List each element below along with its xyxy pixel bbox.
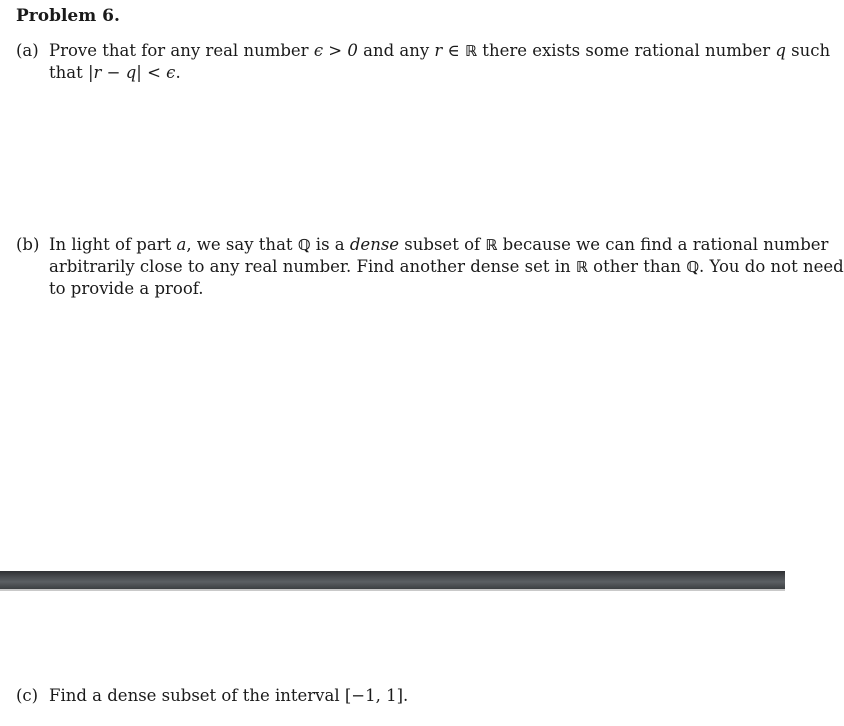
text-run: In light of part [49,235,177,254]
part-a-text [49,40,831,84]
text-run: . You do not need [699,257,844,276]
math-var-q: q [775,41,786,60]
math-element-of: ∈ [442,41,466,60]
part-c-label: (c) [16,686,39,705]
text-run: . [175,63,181,82]
part-a [16,40,831,84]
text-run: Find a dense subset of the interval [49,686,345,705]
text-run: subset of [399,235,486,254]
text-run: and any [357,41,435,60]
math-inequality: |r − q| < ϵ [87,63,176,82]
text-run: , we say that [186,235,298,254]
text-run: there exists some rational number [477,41,776,60]
text-run: arbitrarily close to any real number. Find another dense set in [49,257,576,276]
math-var-a: a [176,235,187,254]
math-interval: [−1, 1] [344,686,404,705]
part-a-line-1 [49,40,831,62]
part-c [16,685,768,707]
math-set-reals: ℝ [465,42,478,60]
part-b-label: (b) [16,235,40,254]
text-run: other than [587,257,687,276]
text-run: that [49,63,88,82]
part-b-line-1 [49,234,829,256]
emphasis-dense: dense [349,235,400,254]
text-run: Prove that for any real number [49,41,314,60]
math-set-rationals: ℚ [297,236,311,254]
problem-title: Problem 6. [16,6,120,26]
math-set-reals: ℝ [485,236,498,254]
part-a-line-2 [49,62,768,84]
part-b-line-2 [49,256,844,278]
part-b [16,234,844,300]
math-set-reals: ℝ [575,258,588,276]
part-c-text [49,685,768,707]
part-b-line-3: to provide a proof. [49,279,204,298]
math-epsilon-positive: ϵ > 0 [313,41,358,60]
text-run: is a [310,235,350,254]
math-set-rationals: ℚ [686,258,700,276]
text-run: such [785,41,831,60]
page-separator [0,571,785,589]
math-var-r: r [434,41,443,60]
part-a-label: (a) [16,41,39,60]
text-run: . [403,686,409,705]
part-b-text [49,234,844,300]
part-c-line-1 [49,685,768,707]
text-run: because we can find a rational number [497,235,829,254]
